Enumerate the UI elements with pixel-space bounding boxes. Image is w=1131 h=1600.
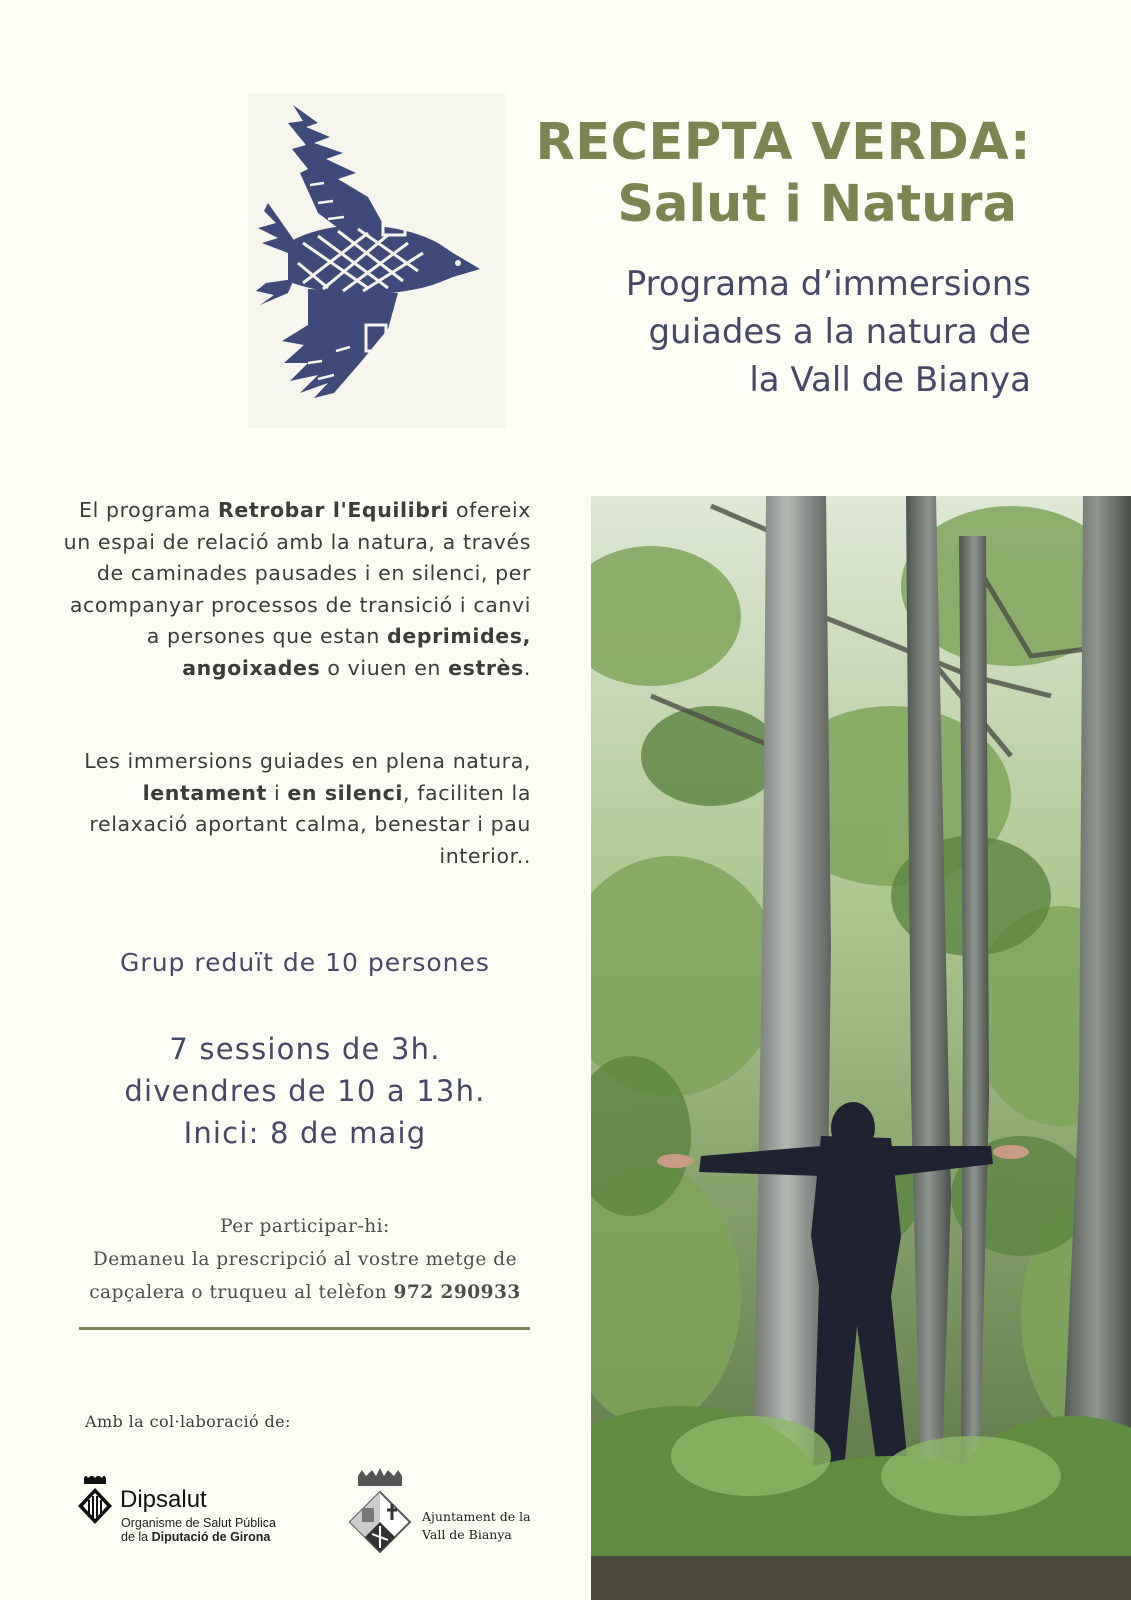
text-span: i — [266, 780, 288, 805]
program-name: Retrobar l'Equilibri — [217, 498, 449, 522]
poster-title — [535, 112, 1031, 236]
emphasis-text: angoixades — [182, 655, 321, 680]
participate-heading: Per participar-hi: — [220, 1216, 390, 1237]
text-span: . — [523, 655, 531, 680]
emphasis-text: en silenci — [287, 780, 403, 805]
immersion-description — [61, 746, 531, 872]
text-span: Demaneu la prescripció al vostre metge de capçalera o truqueu al telèfon — [89, 1249, 518, 1303]
emphasis-text: estrès — [448, 655, 524, 680]
text-span: ofereix un espai de relació amb la natura, a través de caminades pausades i en silenci, per acompanyar processos de transició i canvi a persones que estan — [63, 498, 531, 648]
participation-info — [70, 1210, 540, 1309]
emphasis-text: lentament — [142, 780, 267, 805]
poster-subtitle — [511, 260, 1031, 404]
ajuntament-line-1: Ajuntament de la — [422, 1509, 531, 1524]
session-details — [70, 1028, 540, 1154]
text-span: o viuen en — [320, 655, 449, 680]
subtitle-line-1: Programa d’immersions — [625, 264, 1031, 304]
dipsalut-subtitle: Organisme de Salut Pública — [121, 1516, 276, 1530]
dipsalut-name: Dipsalut — [120, 1486, 207, 1513]
subtitle-line-3: la Vall de Bianya — [749, 360, 1031, 400]
group-size-text: Grup reduït de 10 persones — [120, 948, 490, 977]
text-span: Les immersions guiades en plena natura, — [84, 749, 531, 773]
emphasis-text: deprimides, — [387, 624, 531, 648]
collaboration-label: Amb la col·laboració de: — [85, 1412, 291, 1431]
bird-stamp-icon — [248, 93, 506, 428]
title-line-1: RECEPTA VERDA: — [535, 113, 1031, 172]
text-span: Diputació de Girona — [151, 1530, 271, 1544]
sessions-start: Inici: 8 de maig — [183, 1116, 427, 1150]
program-description — [61, 495, 531, 684]
dipsalut-crest-icon — [76, 1476, 114, 1536]
title-line-2: Salut i Natura — [617, 175, 1017, 234]
phone-number[interactable]: 972 290933 — [393, 1282, 521, 1303]
text-span: El programa — [79, 498, 218, 522]
text-span: de la — [121, 1530, 152, 1544]
text-span: , faciliten la relaxació aportant calma, benestar i pau interior.. — [89, 780, 531, 868]
sessions-schedule: divendres de 10 a 13h. — [124, 1074, 486, 1108]
ajuntament-line-2: Vall de Bianya — [422, 1527, 512, 1542]
dipsalut-logo — [76, 1476, 296, 1546]
subtitle-line-2: guiades a la natura de — [648, 312, 1031, 352]
divider — [79, 1327, 530, 1330]
ajuntament-name — [422, 1508, 531, 1544]
ajuntament-logo — [348, 1468, 538, 1568]
dipsalut-subtitle-2 — [121, 1530, 270, 1544]
forest-photo — [591, 496, 1131, 1600]
participate-text — [70, 1243, 540, 1309]
vall-de-bianya-crest-icon — [348, 1468, 412, 1566]
sessions-count: 7 sessions de 3h. — [169, 1032, 441, 1066]
